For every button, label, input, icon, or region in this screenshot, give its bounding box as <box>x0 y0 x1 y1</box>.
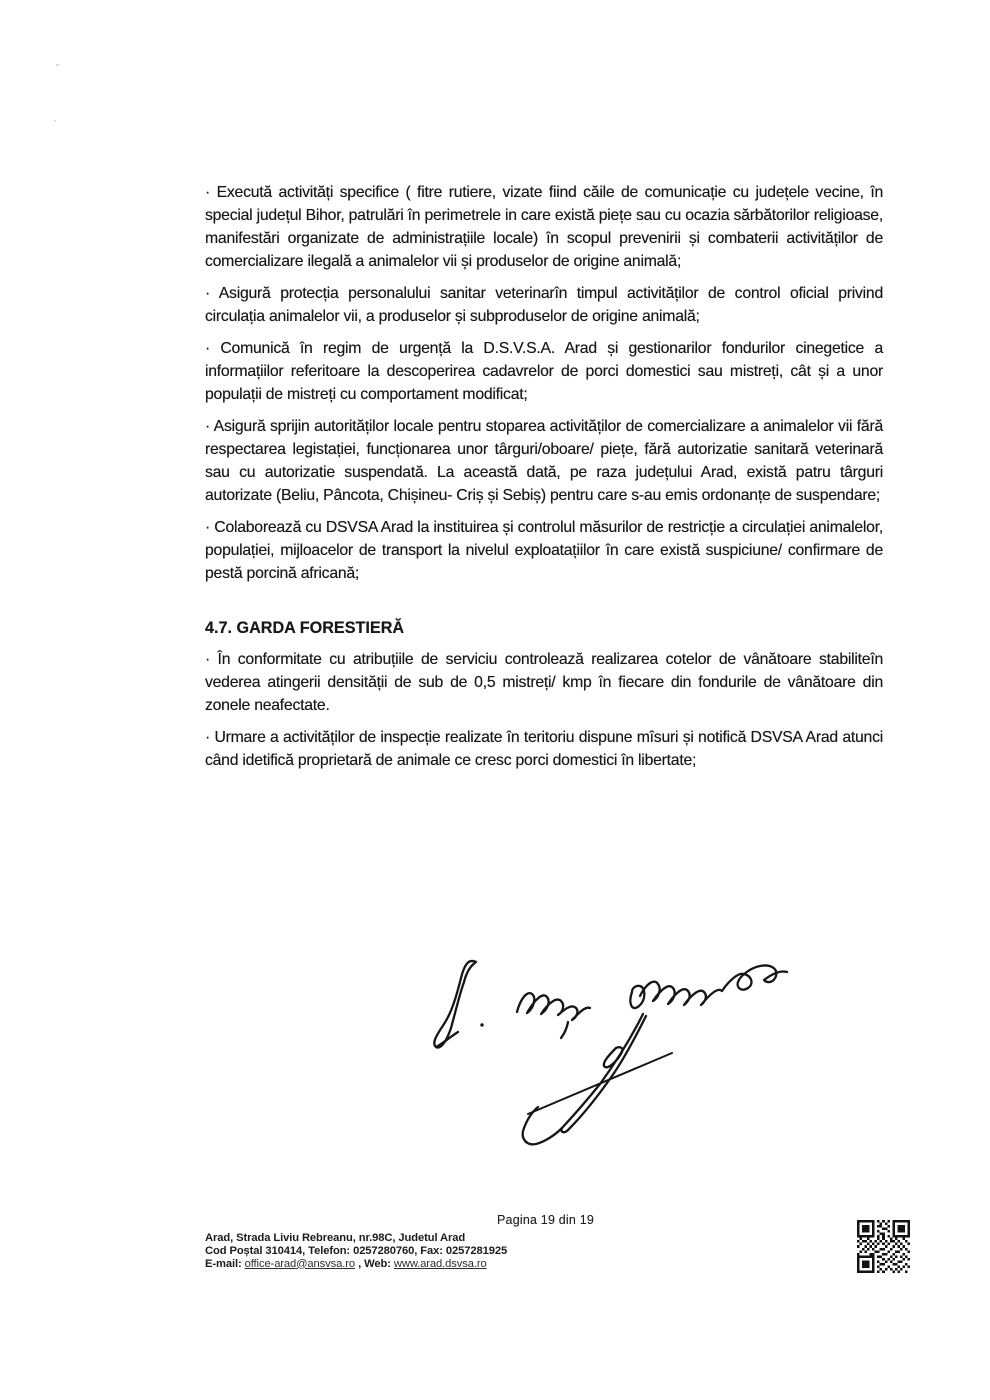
footer-address-block <box>205 1232 507 1270</box>
email-label: E-mail: <box>205 1257 242 1270</box>
paragraph-executa-activitati: · Execută activități specifice ( fitre rutiere, vizate fiind căile de comunicație cu județele vecine, în special județul Bihor, patrulări în perimetrele in care există piețe sau cu ocazia sărbătorilor religioase, manifestări organizate de administrațiile locale) în scopul prevenirii și combaterii activităților de comercializare ilegală a animalelor vii și produselor de origine animală; <box>205 184 883 270</box>
scan-speck <box>54 120 56 122</box>
link-separator: , <box>358 1257 362 1270</box>
email-link[interactable]: office-arad@ansvsa.ro <box>244 1257 356 1270</box>
address-line-street: Arad, Strada Liviu Rebreanu, nr.98C, Judetul Arad <box>205 1232 466 1244</box>
paragraph-urmare-inspectie: · Urmare a activităților de inspecție realizate în teritoriu dispune mîsuri și notifică DSVSA Arad atunci când idetifică proprietară de animale ce cresc porci domestici în libertate; <box>205 729 883 769</box>
qr-code-icon <box>857 1220 910 1273</box>
web-link[interactable]: www.arad.dsvsa.ro <box>393 1257 487 1270</box>
paragraph-conformitate-atributii: · În conformitate cu atribuțiile de serviciu controlează realizarea cotelor de vânătoare stabiliteîn vederea atingerii densității de sub de 0,5 mistreți/ kmp în fiecare din fondurile de vânătoare din zonele neafectate. <box>205 651 883 714</box>
paragraph-asigura-protectia: · Asigură protecția personalului sanitar veterinarîn timpul activităților de control oficial privind circulația animalelor vii, a produselor și subproduselor de origine animală; <box>205 285 883 325</box>
paragraph-asigura-sprijin: · Asigură sprijin autorităților locale pentru stoparea activităților de comercializare a animalelor vii fără respectarea legistației, funcționarea unor târguri/oboare/ piețe, fără autorizatie sanitară veterinară sau cu autorizatie suspendată. La această dată, pe raza județului Arad, există patru târguri autorizate (Beliu, Pâncota, Chișineu- Criș și Sebiș) pentru care s-au emis ordonanțe de suspendare; <box>205 418 883 504</box>
scan-speck <box>56 64 59 66</box>
handwritten-signature <box>420 952 810 1157</box>
document-body <box>205 181 883 781</box>
paragraph-comunica-urgenta: · Comunică în regim de urgență la D.S.V.S.A. Arad și gestionarilor fondurilor cinegetice a informațiilor referitoare la descoperirea cadavrelor de porci domestici sau mistreți, cât și a unor populații de mistreți cu comportament modificat; <box>205 340 883 403</box>
address-line-contact: Cod Poștal 310414, Telefon: 0257280760, Fax: 0257281925 <box>205 1244 508 1257</box>
page-number: Pagina 19 din 19 <box>497 1213 595 1227</box>
address-line-links <box>205 1258 507 1271</box>
paragraph-colaboreaza-dsvsa: · Colaborează cu DSVSA Arad la instituirea și controlul măsurilor de restricție a circulației animalelor, populației, mijloacelor de transport la nivelul exploatațiilor în care există suspiciune/ confirmare de pestă porcină africană; <box>205 519 883 582</box>
section-heading-garda-forestiera: 4.7. GARDA FORESTIERĂ <box>205 619 405 637</box>
web-label: Web: <box>364 1257 391 1270</box>
